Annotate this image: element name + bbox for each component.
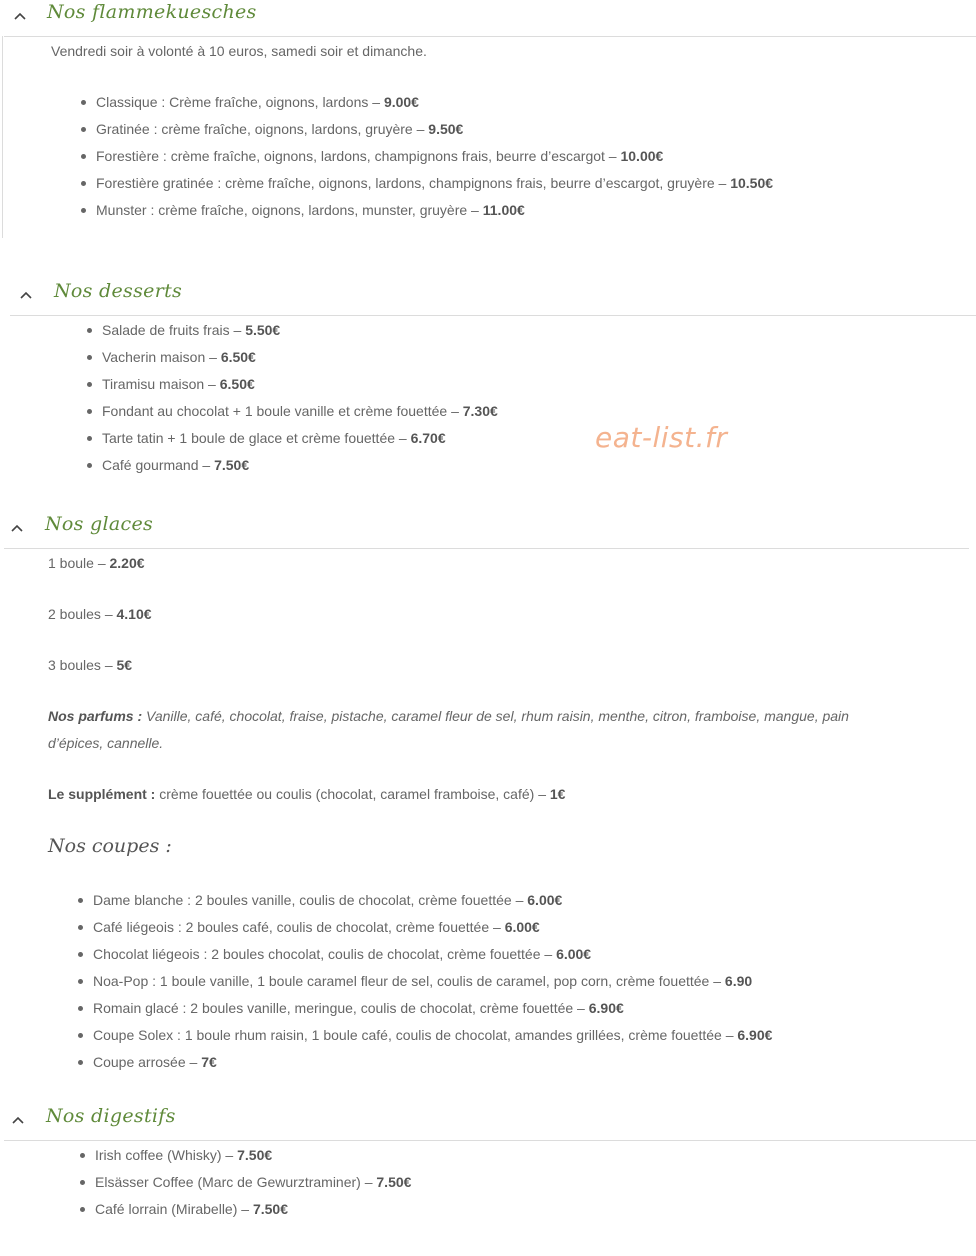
list-item: Forestière gratinée : crème fraîche, oignons, lardons, champignons frais, beurre d’escargot, gruyère – 10.50€ [96, 175, 774, 191]
list-item: Coupe Solex : 1 boule rhum raisin, 1 boule café, coulis de chocolat, amandes grillées, crème fouettée – 6.90€ [93, 1027, 773, 1043]
supplement-line: Le supplément : crème fouettée ou coulis (chocolat, caramel framboise, café) – 1€ [48, 786, 566, 802]
list-item: Tiramisu maison – 6.50€ [102, 376, 255, 392]
section-title-glaces[interactable]: Nos glaces [45, 513, 154, 535]
list-item: Café liégeois : 2 boules café, coulis de chocolat, crème fouettée – 6.00€ [93, 919, 540, 935]
list-item: Salade de fruits frais – 5.50€ [102, 322, 281, 338]
chevron-up-icon[interactable] [20, 291, 32, 301]
chevron-up-icon[interactable] [14, 12, 26, 22]
coupes-heading: Nos coupes : [48, 835, 172, 857]
list-item: Forestière : crème fraîche, oignons, lardons, champignons frais, beurre d’escargot – 10.00€ [96, 148, 664, 164]
list-item: Elsässer Coffee (Marc de Gewurztraminer) – 7.50€ [95, 1174, 412, 1190]
list-item: Romain glacé : 2 boules vanille, meringue, coulis de chocolat, crème fouettée – 6.90€ [93, 1000, 624, 1016]
section-title-flammekueches[interactable]: Nos flammekuesches [47, 1, 257, 23]
list-item: Vacherin maison – 6.50€ [102, 349, 256, 365]
flammekueches-intro: Vendredi soir à volonté à 10 euros, samedi soir et dimanche. [51, 43, 427, 59]
divider [4, 548, 969, 549]
scoop-price: 1 boule – 2.20€ [48, 555, 145, 571]
list-item: Café gourmand – 7.50€ [102, 457, 250, 473]
chevron-up-icon[interactable] [12, 1116, 24, 1126]
parfums-line: Nos parfums : Vanille, café, chocolat, fraise, pistache, caramel fleur de sel, rhum raisin, menthe, citron, framboise, mangue, pain [48, 708, 849, 724]
chevron-up-icon[interactable] [11, 524, 23, 534]
list-item: Chocolat liégeois : 2 boules chocolat, coulis de chocolat, crème fouettée – 6.00€ [93, 946, 592, 962]
list-item: Dame blanche : 2 boules vanille, coulis de chocolat, crème fouettée – 6.00€ [93, 892, 563, 908]
divider [4, 36, 976, 37]
scoop-price: 3 boules – 5€ [48, 657, 133, 673]
list-item: Tarte tatin + 1 boule de glace et crème fouettée – 6.70€ [102, 430, 446, 446]
list-item: Munster : crème fraîche, oignons, lardons, munster, gruyère – 11.00€ [96, 202, 525, 218]
list-item: Noa-Pop : 1 boule vanille, 1 boule caramel fleur de sel, coulis de caramel, pop corn, crème fouettée – 6.90 [93, 973, 753, 989]
divider [10, 315, 976, 316]
list-item: Café lorrain (Mirabelle) – 7.50€ [95, 1201, 288, 1217]
section-title-digestifs[interactable]: Nos digestifs [46, 1105, 176, 1127]
list-item: Irish coffee (Whisky) – 7.50€ [95, 1147, 273, 1163]
list-item: Fondant au chocolat + 1 boule vanille et crème fouettée – 7.30€ [102, 403, 498, 419]
list-item: Coupe arrosée – 7€ [93, 1054, 217, 1070]
list-item: Classique : Crème fraîche, oignons, lardons – 9.00€ [96, 94, 419, 110]
panel-border [2, 36, 3, 238]
parfums-line: d’épices, cannelle. [48, 735, 164, 751]
section-title-desserts[interactable]: Nos desserts [54, 280, 183, 302]
divider [4, 1140, 976, 1141]
list-item: Gratinée : crème fraîche, oignons, lardons, gruyère – 9.50€ [96, 121, 464, 137]
scoop-price: 2 boules – 4.10€ [48, 606, 152, 622]
watermark: eat-list.fr [595, 421, 728, 454]
